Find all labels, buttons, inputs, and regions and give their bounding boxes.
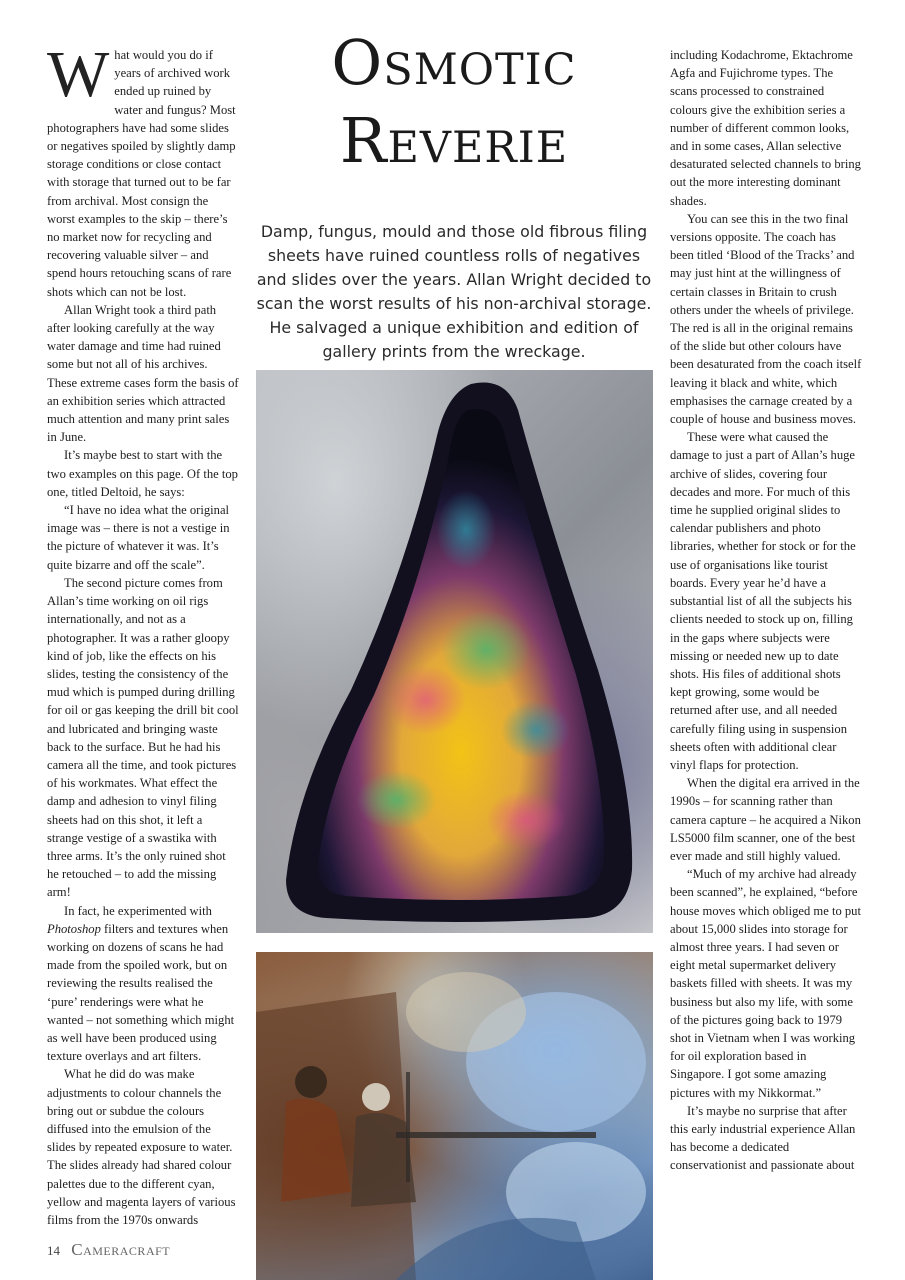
article-title xyxy=(256,24,652,180)
drop-cap: W xyxy=(47,46,110,111)
right-paragraph-4: When the digital era arrived in the 1990s – for scanning rather than camera capture – he acquired a Nikon LS5000 film scanner, one of the best ever made and still highly valued. xyxy=(670,776,861,863)
right-paragraph-1: including Kodachrome, Ektachrome Agfa and Fujichrome types. The scans processed to constrained colours give the exhibition series a number of different common looks, and in some cases, Allan selective desaturated selected channels to bring out the more interesting dominant shades. xyxy=(670,48,861,208)
left-paragraph-5: The second picture comes from Allan’s time working on oil rigs internationally, and not as a photographer. It was a rather gloopy kind of job, like the effects on his slides, testing the consistency of the mud which is pumped during drilling for oil or gas keeping the drill bit cool and lubricated and bringing waste back to the surface. But he had his camera all the time, and took pictures of his workmates. What effect the damp and adhesion to vinyl filing sheets had on this shot, it left a strange vestige of a swastika with three arms. It’s the only ruined shot he retouched – to add the missing arm! xyxy=(47,575,239,900)
magazine-logo: CAMERACRAFT xyxy=(71,1240,171,1259)
right-paragraph-2: You can see this in the two final versions opposite. The coach has been titled ‘Blood of the Tracks’ and may just hint at the willingness of certain classes in Britain to crush others under the wheels of privilege. The red is all in the original remains of the slide but other colours have been desaturated from the coach itself leaving it black and white, which emphasises the carnage created by a couple of house and business moves. xyxy=(670,211,862,427)
right-paragraph-6: It’s maybe no surprise that after this early industrial experience Allan has become a dedicated conservationist and passionate about xyxy=(670,1103,856,1173)
title-line-2: Reverie xyxy=(339,104,569,177)
oil-rig-photo xyxy=(256,952,653,1280)
page-number: 14 xyxy=(47,1243,60,1258)
photoshop-emphasis: Photoshop xyxy=(47,921,101,936)
oil-rig-artwork xyxy=(256,952,653,1280)
deltoid-photo xyxy=(256,370,653,933)
left-paragraph-1: What would you do if years of archived work ended up ruined by water and fungus? Most photographers have had some slides or negatives spoiled by slightly damp storage conditions or close contact with storage that turned out to be far from archival. Most consign the worst examples to the skip – there’s no market now for recycling and recovering valuable silver – and spend hours retouching scans of rare shots which can not be lost. xyxy=(47,46,236,299)
deltoid-artwork xyxy=(256,370,653,933)
left-paragraph-2: Allan Wright took a third path after looking carefully at the way water damage and time had ruined some but not all of his archives. These extreme cases form the basis of an exhibition series which attracted much attention and many print sales in June. xyxy=(47,302,239,445)
left-paragraph-7: What he did do was make adjustments to colour channels the bring out or subdue the colours diffused into the emulsion of the slides by repeated exposure to water. The slides already had shared colour palettes due to the different cyan, yellow and magenta layers of various films from the 1970s onwards xyxy=(47,1067,236,1227)
left-paragraph-6: In fact, he experimented with Photoshop filters and textures when working on dozens of scans he had made from the spoiled work, but on reviewing the results realised the ‘pure’ renderings were what he wanted – not something which might as well have been produced using texture overlays and art filters. xyxy=(47,903,235,1064)
title-line-1: Osmotic xyxy=(331,26,577,99)
right-text-column xyxy=(670,46,862,1236)
right-paragraph-3: These were what caused the damage to just a part of Allan’s huge archive of slides, covering four decades and more. For much of this time he supplied original slides to calendar publishers and photo libraries, whether for stock or for the use of organisations like tourist boards. Every year he’d have a substantial list of all the subjects his clients needed to stock up on, filling in the gaps where subjects were missing or needed new up to date shots. His files of additional shots kept growing, some would be returned after use, and all needed carefully filing using in suspension sheets often with additional clear vinyl flaps for protection. xyxy=(670,430,856,772)
left-paragraph-3: It’s maybe best to start with the two examples on this page. Of the top one, titled Deltoid, he says: xyxy=(47,448,238,499)
page-footer xyxy=(47,1240,170,1260)
left-text-column xyxy=(47,46,239,1236)
right-paragraph-5: “Much of my archive had already been scanned”, he explained, “before house moves which obliged me to put about 15,000 slides into storage for almost three years. I had seven or eight metal supermarket delivery baskets filled with sheets. It was my business but also my life, with some of the pictures going back to 1979 shot in Vietnam when I was working for oil exploration based in Singapore. I got some amazing pictures with my Nikkormat.” xyxy=(670,867,861,1100)
left-paragraph-quote: “I have no idea what the original image was – there is not a vestige in the picture of whatever it was. It’s quite bizarre and off the scale”. xyxy=(47,503,230,572)
standfirst: Damp, fungus, mould and those old fibrous filing sheets have ruined countless rolls of negatives and slides over the years. Allan Wright decided to scan the worst results of his non-archival storage. He salvaged a unique exhibition and edition of gallery prints from the wreckage. xyxy=(256,222,652,361)
